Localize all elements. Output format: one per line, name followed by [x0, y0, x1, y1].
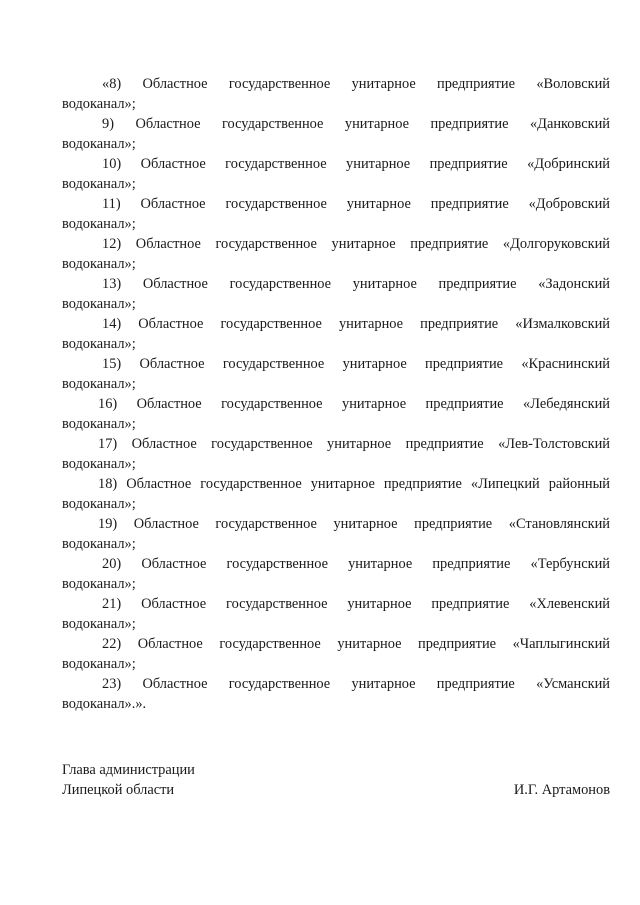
- list-item-line1: 19) Областное государственное унитарное предприятие «Становлянский: [98, 516, 610, 532]
- list-item-line2: водоканал»;: [62, 96, 136, 112]
- list-item-line1: 22) Областное государственное унитарное предприятие «Чаплыгинский: [102, 636, 610, 652]
- list-item-line2: водоканал»;: [62, 176, 136, 192]
- list-item-line1: 9) Областное государственное унитарное предприятие «Данковский: [102, 116, 610, 132]
- list-item-line2: водоканал»;: [62, 616, 136, 632]
- list-item-line1: 12) Областное государственное унитарное предприятие «Долгоруковский: [102, 236, 610, 252]
- list-item-line2: водоканал»;: [62, 296, 136, 312]
- list-item-line2: водоканал»;: [62, 576, 136, 592]
- list-item: [62, 194, 610, 234]
- list-item-line1: 14) Областное государственное унитарное предприятие «Измалковский: [102, 316, 610, 332]
- list-item: [62, 594, 610, 634]
- list-item-line2: водоканал»;: [62, 416, 136, 432]
- list-item-line2: водоканал»;: [62, 376, 136, 392]
- list-item-line1: 15) Областное государственное унитарное предприятие «Краснинский: [102, 356, 610, 372]
- list-item-line1: 20) Областное государственное унитарное предприятие «Тербунский: [102, 556, 610, 572]
- signature-title-line1: Глава администрации: [62, 762, 195, 778]
- list-item: [62, 354, 610, 394]
- list-item-line1: 17) Областное государственное унитарное предприятие «Лев-Толстовский: [98, 436, 610, 452]
- list-item-line2: водоканал»;: [62, 256, 136, 272]
- list-item: [62, 674, 610, 714]
- list-item: [62, 514, 610, 554]
- list-item-line1: 18) Областное государственное унитарное предприятие «Липецкий районный: [98, 476, 610, 492]
- list-item: [62, 234, 610, 274]
- list-item: [62, 474, 610, 514]
- list-item: [62, 114, 610, 154]
- list-item: [62, 274, 610, 314]
- list-item-line2: водоканал»;: [62, 456, 136, 472]
- list-item-line1: 11) Областное государственное унитарное предприятие «Добровский: [102, 196, 610, 212]
- list-item: [62, 554, 610, 594]
- list-item-line2: водоканал»;: [62, 336, 136, 352]
- list-item: [62, 434, 610, 474]
- signature-name: И.Г. Артамонов: [513, 782, 610, 798]
- list-item-line2: водоканал»;: [62, 656, 136, 672]
- signature-title-line2: Липецкой области: [62, 782, 175, 798]
- list-item-line1: «8) Областное государственное унитарное предприятие «Воловский: [102, 76, 610, 92]
- list-item: [62, 154, 610, 194]
- list-item-line1: 16) Областное государственное унитарное предприятие «Лебедянский: [98, 396, 610, 412]
- list-item-line1: 13) Областное государственное унитарное предприятие «Задонский: [102, 276, 610, 292]
- list-item-line2: водоканал»;: [62, 536, 136, 552]
- list-item-line2: водоканал»;: [62, 496, 136, 512]
- list-item-line1: 23) Областное государственное унитарное предприятие «Усманский: [102, 676, 610, 692]
- list-item-line2: водоканал»;: [62, 136, 136, 152]
- list-item-line1: 21) Областное государственное унитарное предприятие «Хлевенский: [102, 596, 610, 612]
- list-item: [62, 634, 610, 674]
- list-item: [62, 74, 610, 114]
- list-item-line2: водоканал».».: [62, 696, 147, 712]
- list-item-line2: водоканал»;: [62, 216, 136, 232]
- list-item: [62, 394, 610, 434]
- document-body: [62, 74, 610, 714]
- signature-block: [62, 760, 610, 800]
- list-item: [62, 314, 610, 354]
- list-item-line1: 10) Областное государственное унитарное предприятие «Добринский: [102, 156, 610, 172]
